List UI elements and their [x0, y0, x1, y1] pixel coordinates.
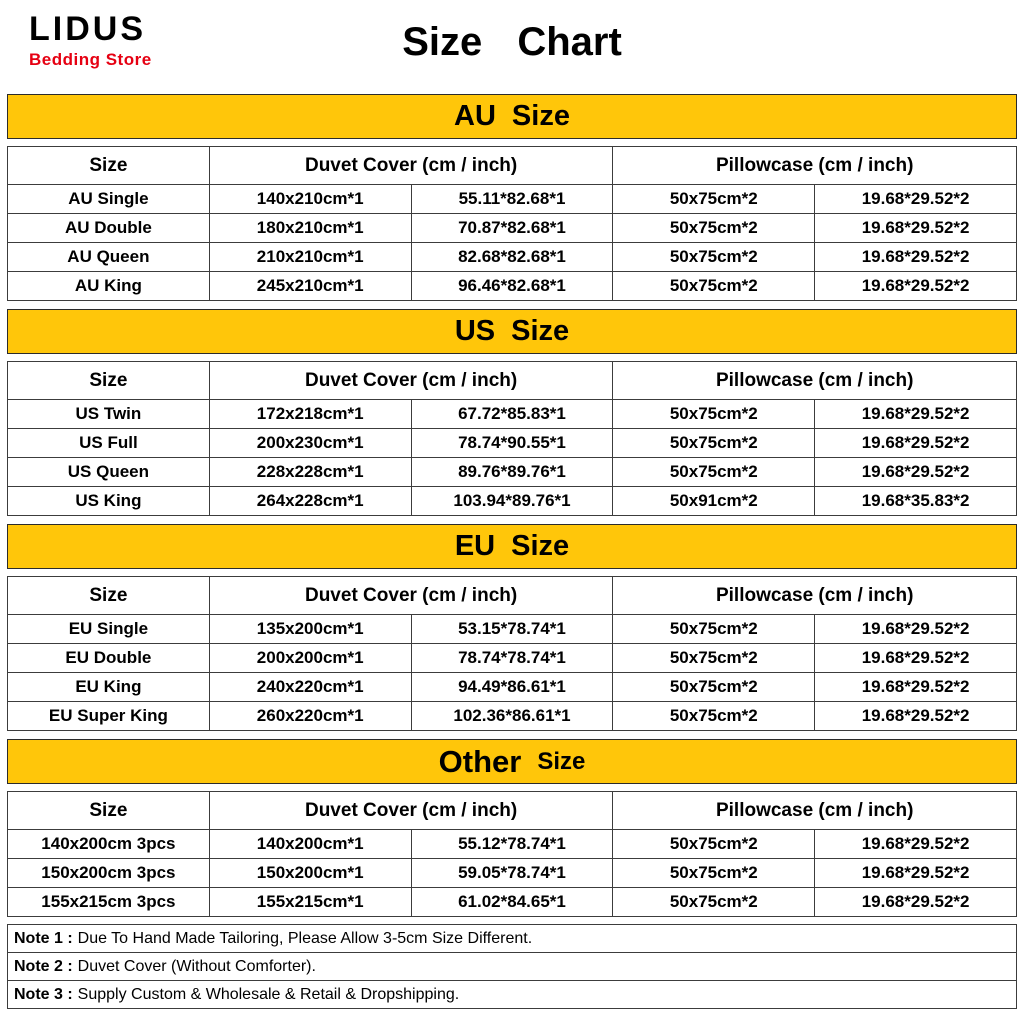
note-row — [8, 981, 1017, 1009]
duvet-inch-cell: 55.12*78.74*1 — [411, 830, 613, 859]
duvet-cm-cell: 150x200cm*1 — [209, 859, 411, 888]
note-text: Duvet Cover (Without Comforter). — [77, 957, 316, 975]
duvet-cm-cell: 155x215cm*1 — [209, 888, 411, 917]
pillowcase-cm-cell: 50x91cm*2 — [613, 487, 815, 516]
duvet-inch-cell: 94.49*86.61*1 — [411, 673, 613, 702]
duvet-cm-cell: 140x200cm*1 — [209, 830, 411, 859]
duvet-inch-cell: 59.05*78.74*1 — [411, 859, 613, 888]
size-cell: EU Single — [8, 615, 210, 644]
au-size-table — [7, 146, 1017, 301]
table-row — [8, 487, 1017, 516]
size-cell: AU Double — [8, 214, 210, 243]
section-title: EU — [454, 530, 496, 562]
size-cell: AU King — [8, 272, 210, 301]
column-header-duvet: Duvet Cover (cm / inch) — [209, 792, 613, 830]
pillowcase-cm-cell: 50x75cm*2 — [613, 888, 815, 917]
note-cell — [8, 953, 1017, 981]
size-cell: US King — [8, 487, 210, 516]
note-row — [8, 925, 1017, 953]
page-title: Size Chart — [402, 20, 622, 64]
duvet-cm-cell: 180x210cm*1 — [209, 214, 411, 243]
pillowcase-inch-cell: 19.68*35.83*2 — [815, 487, 1017, 516]
pillowcase-cm-cell: 50x75cm*2 — [613, 400, 815, 429]
table-row — [8, 429, 1017, 458]
size-cell: 150x200cm 3pcs — [8, 859, 210, 888]
duvet-cm-cell: 264x228cm*1 — [209, 487, 411, 516]
pillowcase-inch-cell: 19.68*29.52*2 — [815, 702, 1017, 731]
brand-subtitle: Bedding Store — [29, 50, 152, 69]
column-header-duvet: Duvet Cover (cm / inch) — [209, 362, 613, 400]
column-header-pillowcase: Pillowcase (cm / inch) — [613, 577, 1017, 615]
duvet-inch-cell: 96.46*82.68*1 — [411, 272, 613, 301]
column-header-size: Size — [8, 147, 210, 185]
pillowcase-inch-cell: 19.68*29.52*2 — [815, 185, 1017, 214]
duvet-inch-cell: 53.15*78.74*1 — [411, 615, 613, 644]
pillowcase-cm-cell: 50x75cm*2 — [613, 185, 815, 214]
size-cell: EU Double — [8, 644, 210, 673]
table-row — [8, 888, 1017, 917]
us-size-table — [7, 361, 1017, 516]
table-row — [8, 243, 1017, 272]
brand-name: LIDUS — [29, 10, 146, 48]
duvet-cm-cell: 260x220cm*1 — [209, 702, 411, 731]
note-cell — [8, 925, 1017, 953]
pillowcase-cm-cell: 50x75cm*2 — [613, 859, 815, 888]
pillowcase-cm-cell: 50x75cm*2 — [613, 458, 815, 487]
size-cell: US Twin — [8, 400, 210, 429]
pillowcase-cm-cell: 50x75cm*2 — [613, 830, 815, 859]
size-cell: AU Queen — [8, 243, 210, 272]
table-header-row — [8, 362, 1017, 400]
note-label: Note 1 : — [14, 929, 73, 947]
table-header-row — [8, 792, 1017, 830]
table-row — [8, 673, 1017, 702]
size-cell: EU King — [8, 673, 210, 702]
table-row — [8, 859, 1017, 888]
note-row — [8, 953, 1017, 981]
notes-table — [7, 924, 1017, 1009]
duvet-inch-cell: 103.94*89.76*1 — [411, 487, 613, 516]
duvet-cm-cell: 228x228cm*1 — [209, 458, 411, 487]
pillowcase-inch-cell: 19.68*29.52*2 — [815, 429, 1017, 458]
note-cell — [8, 981, 1017, 1009]
section-title: AU — [454, 100, 496, 132]
duvet-inch-cell: 82.68*82.68*1 — [411, 243, 613, 272]
table-row — [8, 615, 1017, 644]
pillowcase-inch-cell: 19.68*29.52*2 — [815, 615, 1017, 644]
section-title-sub: Size — [511, 530, 570, 562]
duvet-inch-cell: 55.11*82.68*1 — [411, 185, 613, 214]
section-banner-au — [7, 94, 1017, 139]
note-text: Due To Hand Made Tailoring, Please Allow 3-5cm Size Different. — [77, 929, 533, 947]
note-label: Note 2 : — [14, 957, 73, 975]
size-cell: US Queen — [8, 458, 210, 487]
note-label: Note 3 : — [14, 985, 73, 1003]
column-header-size: Size — [8, 792, 210, 830]
pillowcase-inch-cell: 19.68*29.52*2 — [815, 400, 1017, 429]
pillowcase-inch-cell: 19.68*29.52*2 — [815, 673, 1017, 702]
duvet-cm-cell: 240x220cm*1 — [209, 673, 411, 702]
size-cell: EU Super King — [8, 702, 210, 731]
duvet-inch-cell: 70.87*82.68*1 — [411, 214, 613, 243]
pillowcase-cm-cell: 50x75cm*2 — [613, 429, 815, 458]
duvet-cm-cell: 245x210cm*1 — [209, 272, 411, 301]
duvet-inch-cell: 78.74*78.74*1 — [411, 644, 613, 673]
table-row — [8, 400, 1017, 429]
pillowcase-inch-cell: 19.68*29.52*2 — [815, 243, 1017, 272]
duvet-inch-cell: 78.74*90.55*1 — [411, 429, 613, 458]
other-size-table — [7, 791, 1017, 917]
section-title: Other — [438, 744, 522, 779]
pillowcase-inch-cell: 19.68*29.52*2 — [815, 214, 1017, 243]
pillowcase-cm-cell: 50x75cm*2 — [613, 243, 815, 272]
section-title-sub: Size — [537, 747, 586, 775]
column-header-size: Size — [8, 577, 210, 615]
column-header-duvet: Duvet Cover (cm / inch) — [209, 577, 613, 615]
table-header-row — [8, 147, 1017, 185]
pillowcase-inch-cell: 19.68*29.52*2 — [815, 888, 1017, 917]
pillowcase-cm-cell: 50x75cm*2 — [613, 615, 815, 644]
table-row — [8, 185, 1017, 214]
duvet-inch-cell: 67.72*85.83*1 — [411, 400, 613, 429]
duvet-cm-cell: 200x200cm*1 — [209, 644, 411, 673]
pillowcase-inch-cell: 19.68*29.52*2 — [815, 272, 1017, 301]
duvet-inch-cell: 102.36*86.61*1 — [411, 702, 613, 731]
column-header-size: Size — [8, 362, 210, 400]
size-cell: US Full — [8, 429, 210, 458]
table-row — [8, 272, 1017, 301]
duvet-cm-cell: 210x210cm*1 — [209, 243, 411, 272]
column-header-pillowcase: Pillowcase (cm / inch) — [613, 147, 1017, 185]
duvet-inch-cell: 61.02*84.65*1 — [411, 888, 613, 917]
pillowcase-cm-cell: 50x75cm*2 — [613, 673, 815, 702]
table-row — [8, 644, 1017, 673]
table-row — [8, 458, 1017, 487]
duvet-cm-cell: 135x200cm*1 — [209, 615, 411, 644]
size-cell: 155x215cm 3pcs — [8, 888, 210, 917]
section-banner-us — [7, 309, 1017, 354]
pillowcase-inch-cell: 19.68*29.52*2 — [815, 859, 1017, 888]
duvet-cm-cell: 172x218cm*1 — [209, 400, 411, 429]
pillowcase-inch-cell: 19.68*29.52*2 — [815, 830, 1017, 859]
section-title-sub: Size — [511, 315, 570, 347]
pillowcase-inch-cell: 19.68*29.52*2 — [815, 644, 1017, 673]
duvet-inch-cell: 89.76*89.76*1 — [411, 458, 613, 487]
table-row — [8, 702, 1017, 731]
size-cell: 140x200cm 3pcs — [8, 830, 210, 859]
size-cell: AU Single — [8, 185, 210, 214]
table-header-row — [8, 577, 1017, 615]
pillowcase-cm-cell: 50x75cm*2 — [613, 272, 815, 301]
note-text: Supply Custom & Wholesale & Retail & Dropshipping. — [77, 985, 460, 1003]
pillowcase-cm-cell: 50x75cm*2 — [613, 214, 815, 243]
column-header-pillowcase: Pillowcase (cm / inch) — [613, 792, 1017, 830]
table-row — [8, 830, 1017, 859]
duvet-cm-cell: 140x210cm*1 — [209, 185, 411, 214]
column-header-duvet: Duvet Cover (cm / inch) — [209, 147, 613, 185]
pillowcase-cm-cell: 50x75cm*2 — [613, 644, 815, 673]
pillowcase-cm-cell: 50x75cm*2 — [613, 702, 815, 731]
eu-size-table — [7, 576, 1017, 731]
section-title: US — [454, 315, 496, 347]
duvet-cm-cell: 200x230cm*1 — [209, 429, 411, 458]
section-banner-other — [7, 739, 1017, 784]
pillowcase-inch-cell: 19.68*29.52*2 — [815, 458, 1017, 487]
page-header — [7, 4, 1017, 86]
column-header-pillowcase: Pillowcase (cm / inch) — [613, 362, 1017, 400]
table-row — [8, 214, 1017, 243]
section-title-sub: Size — [511, 100, 570, 132]
section-banner-eu — [7, 524, 1017, 569]
